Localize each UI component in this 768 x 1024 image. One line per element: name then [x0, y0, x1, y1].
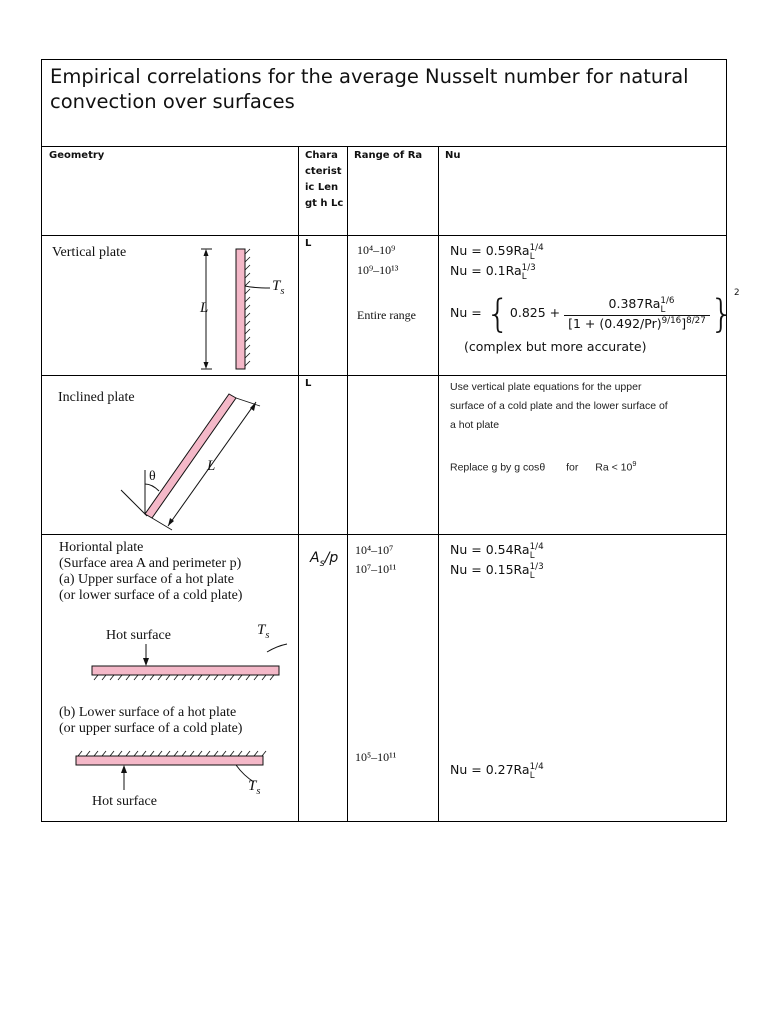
vertical-nu-1: $Nu = 0.59Ra^{1/4}_L$	[450, 243, 544, 262]
column-divider	[298, 146, 299, 822]
inclined-plate-diagram	[112, 380, 298, 534]
header-range: Range of Ra	[354, 150, 423, 161]
inclined-note: Use vertical plate equations for the upper surface of a cold plate and the lower surface of a hot plate	[450, 381, 668, 431]
hot-surface-label-b: Hot surface	[92, 794, 157, 809]
column-divider	[438, 146, 439, 822]
horizontal-line-3: (a) Upper surface of a hot plate	[59, 572, 234, 587]
header-geometry: Geometry	[49, 150, 105, 161]
page-title: Empirical correlations for the average Nusselt number for natural convection over surfaces	[42, 60, 726, 147]
horizontal-line-5: (b) Lower surface of a hot plate	[59, 705, 237, 720]
horizontal-ts-label-b: $T_s$	[248, 778, 261, 797]
column-divider	[347, 146, 348, 822]
horizontal-nu-3: $Nu = 0.27Ra^{1/4}_L$	[450, 762, 544, 781]
horizontal-range-2: 10⁷–10¹¹	[355, 562, 397, 576]
horizontal-line-4: (or lower surface of a cold plate)	[59, 588, 243, 603]
inclined-plate-label: Inclined plate	[58, 390, 135, 405]
horizontal-nu-1: $Nu = 0.54Ra^{1/4}_L$	[450, 542, 544, 561]
horizontal-line-2: (Surface area A and perimeter p)	[59, 556, 242, 571]
inclined-theta-label: θ	[149, 469, 156, 484]
vertical-ts-label: $T_s$	[272, 278, 285, 297]
vertical-nu-note: (complex but more accurate)	[464, 339, 647, 354]
header-char-length: Chara cterist ic Lengt h Lc	[305, 150, 344, 209]
vertical-char-length: L	[305, 238, 312, 249]
inclined-replace-note: Replace g by g cosθ for $Ra < 10^9$	[450, 459, 637, 474]
vertical-plate-label: Vertical plate	[52, 245, 127, 260]
vertical-range-2: 10⁹–10¹³	[357, 263, 399, 277]
horizontal-plate-diagram-b	[66, 748, 296, 798]
header-nu: Nu	[445, 150, 461, 161]
hot-surface-label-a: Hot surface	[106, 628, 171, 643]
vertical-nu-2: $Nu = 0.1Ra^{1/3}_L$	[450, 263, 536, 282]
horizontal-ts-label-a: $T_s$	[257, 622, 270, 641]
row-divider	[42, 235, 726, 236]
vertical-range-1: 10⁴–10⁹	[357, 243, 396, 257]
inclined-char-length: L	[305, 378, 312, 389]
horizontal-line-6: (or upper surface of a cold plate)	[59, 721, 243, 736]
horizontal-range-1: 10⁴–10⁷	[355, 543, 394, 557]
row-divider	[42, 375, 726, 376]
horizontal-char-length: $A_s/p$	[310, 550, 339, 569]
vertical-range-3: Entire range	[357, 308, 416, 322]
horizontal-range-3: 10⁵–10¹¹	[355, 750, 397, 764]
horizontal-plate-diagram-a	[82, 642, 292, 682]
correlation-table	[41, 59, 740, 822]
vertical-length-label: L	[200, 300, 209, 316]
inclined-length-label: L	[207, 458, 216, 474]
vertical-nu-3: Nu = {0.825 + $\frac{0.387Ra^{1/6}_L}{[1 + (0.492/Pr)^{9/16}]^{8/27}}$ }$^2$	[450, 288, 740, 336]
horizontal-nu-2: $Nu = 0.15Ra^{1/3}_L$	[450, 562, 544, 581]
horizontal-line-1: Horiontal plate	[59, 540, 144, 555]
row-divider	[42, 534, 726, 535]
